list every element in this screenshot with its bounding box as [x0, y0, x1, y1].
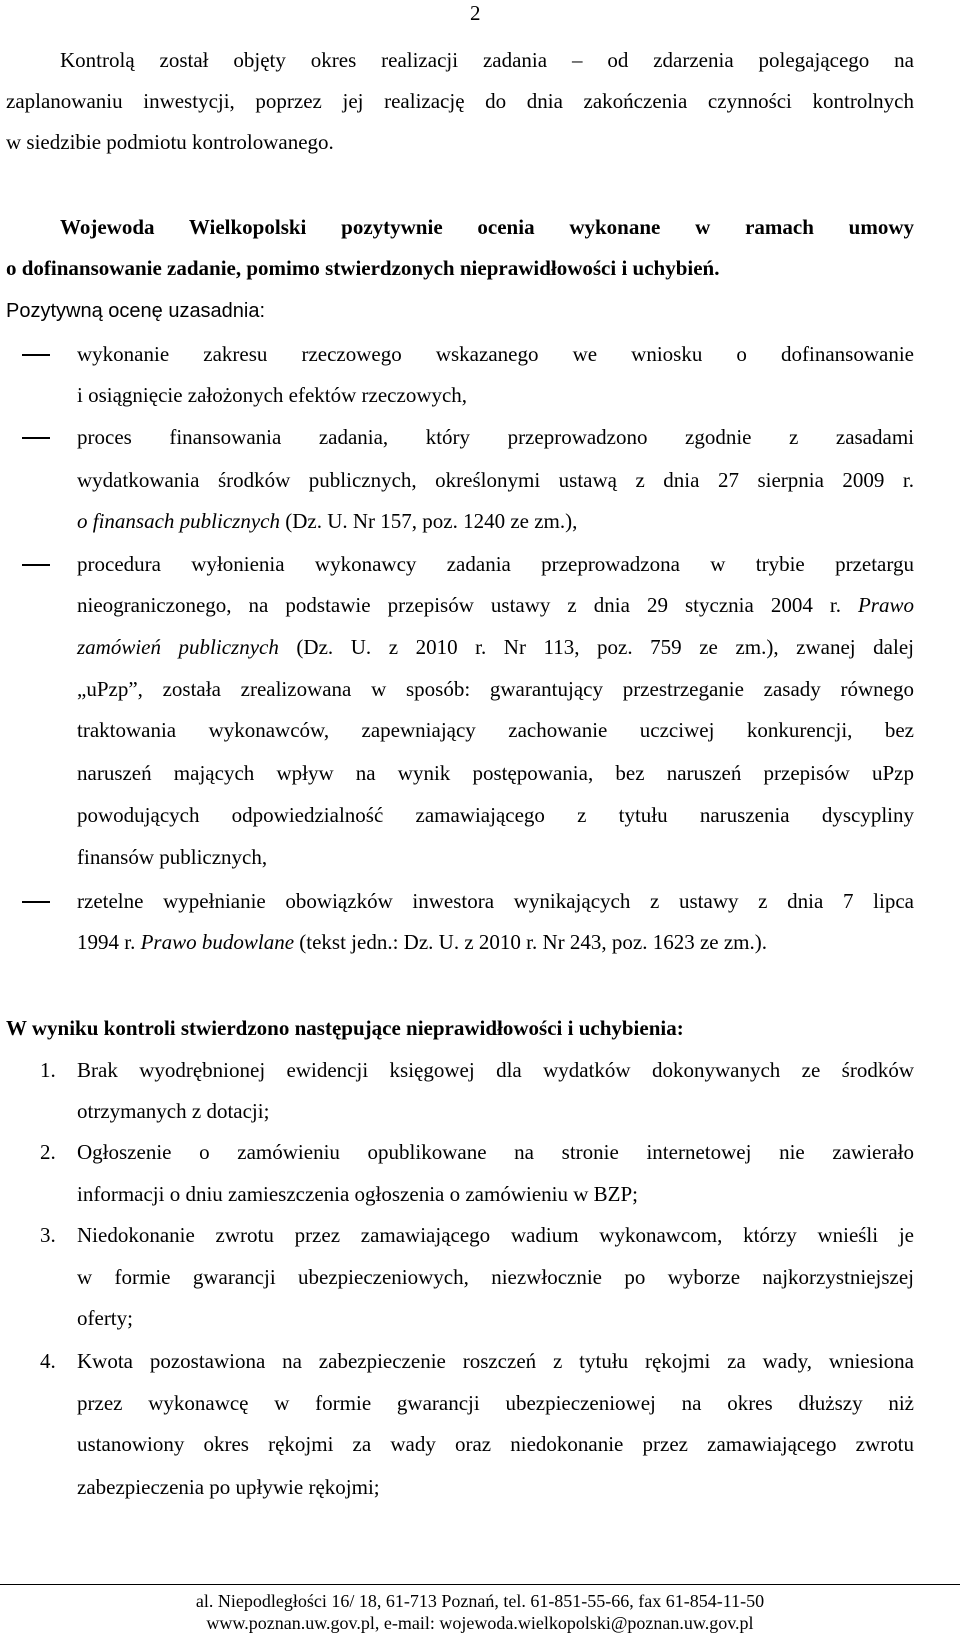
assessment-line-2: o dofinansowanie zadanie, pomimo stwierdzonych nieprawidłowości i uchybień. — [6, 256, 720, 280]
finding-1-line-1: Brak wyodrębnionej ewidencji księgowej dla wydatków dokonywanych ze środków — [77, 1058, 914, 1082]
act-title: Prawo budowlane — [140, 930, 295, 954]
finding-number: 1. — [40, 1058, 56, 1082]
footer-address: al. Niepodległości 16/ 18, 61-713 Poznań, tel. 61-851-55-66, fax 61-854-11-50 — [195, 1591, 765, 1611]
bullet-3-line-7: powodujących odpowiedzialność zamawiającego z tytułu naruszenia dyscypliny — [77, 803, 914, 827]
bullet-2-line-1: proces finansowania zadania, który przeprowadzono zgodnie z zasadami — [77, 425, 914, 449]
bullet-4-line-2: 1994 r. Prawo budowlane (tekst jedn.: Dz. U. z 2010 r. Nr 243, poz. 1623 ze zm.). — [77, 930, 767, 954]
finding-4-line-4: zabezpieczenia po upływie rękojmi; — [77, 1475, 380, 1499]
act-title: zamówień publicznych — [77, 635, 279, 659]
bullet-2-line-2: wydatkowania środków publicznych, określonymi ustawą z dnia 27 sierpnia 2009 r. — [77, 468, 914, 492]
justification-label: Pozytywną ocenę uzasadnia: — [6, 300, 266, 322]
act-title: Prawo — [857, 593, 914, 617]
bullet-1-line-1: wykonanie zakresu rzeczowego wskazanego we wniosku o dofinansowanie — [77, 342, 914, 366]
bullet-3-line-6: naruszeń mających wpływ na wynik postępowania, bez naruszeń przepisów uPzp — [77, 761, 914, 785]
intro-line-2: zaplanowaniu inwestycji, poprzez jej realizację do dnia zakończenia czynności kontrolnych — [6, 89, 914, 113]
finding-number: 2. — [40, 1140, 56, 1164]
finding-2-line-1: Ogłoszenie o zamówieniu opublikowane na stronie internetowej nie zawierało — [77, 1140, 914, 1164]
finding-3-line-1: Niedokonanie zwrotu przez zamawiającego wadium wykonawcom, którzy wnieśli je — [77, 1223, 914, 1247]
finding-number: 4. — [40, 1349, 56, 1373]
intro-line-1: Kontrolą został objęty okres realizacji zadania – od zdarzenia polegającego na — [60, 48, 914, 72]
bullet-3-line-4: „uPzp”, została zrealizowana w sposób: gwarantujący przestrzeganie zasady równego — [77, 677, 914, 701]
finding-1-line-2: otrzymanych z dotacji; — [77, 1099, 270, 1123]
page-number: 2 — [470, 1, 481, 25]
finding-4-line-2: przez wykonawcę w formie gwarancji ubezpieczeniowej na okres dłuższy niż — [77, 1391, 914, 1415]
footer-contact: www.poznan.uw.gov.pl, e-mail: wojewoda.wielkopolski@poznan.uw.gov.pl — [206, 1613, 754, 1633]
finding-4-line-1: Kwota pozostawiona na zabezpieczenie roszczeń z tytułu rękojmi za wady, wniesiona — [77, 1349, 914, 1373]
bullet-1-line-2: i osiągnięcie założonych efektów rzeczowych, — [77, 383, 468, 407]
footer-divider — [0, 1584, 960, 1585]
intro-line-3: w siedzibie podmiotu kontrolowanego. — [6, 130, 334, 154]
bullet-3-line-5: traktowania wykonawców, zapewniający zachowanie uczciwej konkurencji, bez — [77, 718, 914, 742]
finding-number: 3. — [40, 1223, 56, 1247]
bullet-2-line-3: o finansach publicznych (Dz. U. Nr 157, poz. 1240 ze zm.), — [77, 509, 578, 533]
bullet-4-line-1: rzetelne wypełnianie obowiązków inwestora wynikających z ustawy z dnia 7 lipca — [77, 889, 914, 913]
finding-4-line-3: ustanowiony okres rękojmi za wady oraz niedokonanie przez zamawiającego zwrotu — [77, 1432, 914, 1456]
assessment-line-1: Wojewoda Wielkopolski pozytywnie ocenia wykonane w ramach umowy — [60, 215, 914, 239]
bullet-3-line-1: procedura wyłonienia wykonawcy zadania przeprowadzona w trybie przetargu — [77, 552, 914, 576]
finding-2-line-2: informacji o dniu zamieszczenia ogłoszenia o zamówieniu w BZP; — [77, 1182, 638, 1206]
finding-3-line-2: w formie gwarancji ubezpieczeniowych, niezwłocznie po wyborze najkorzystniejszej — [77, 1265, 914, 1289]
bullet-3-line-3: zamówień publicznych (Dz. U. z 2010 r. Nr 113, poz. 759 ze zm.), zwanej dalej — [77, 635, 914, 659]
bullet-3-line-2: nieograniczonego, na podstawie przepisów ustawy z dnia 29 stycznia 2004 r. Prawo — [77, 593, 914, 617]
bullet-3-line-8: finansów publicznych, — [77, 845, 268, 869]
findings-heading: W wyniku kontroli stwierdzono następujące nieprawidłowości i uchybienia: — [6, 1016, 684, 1040]
finding-3-line-3: oferty; — [77, 1306, 133, 1330]
act-title: o finansach publicznych — [77, 509, 280, 533]
